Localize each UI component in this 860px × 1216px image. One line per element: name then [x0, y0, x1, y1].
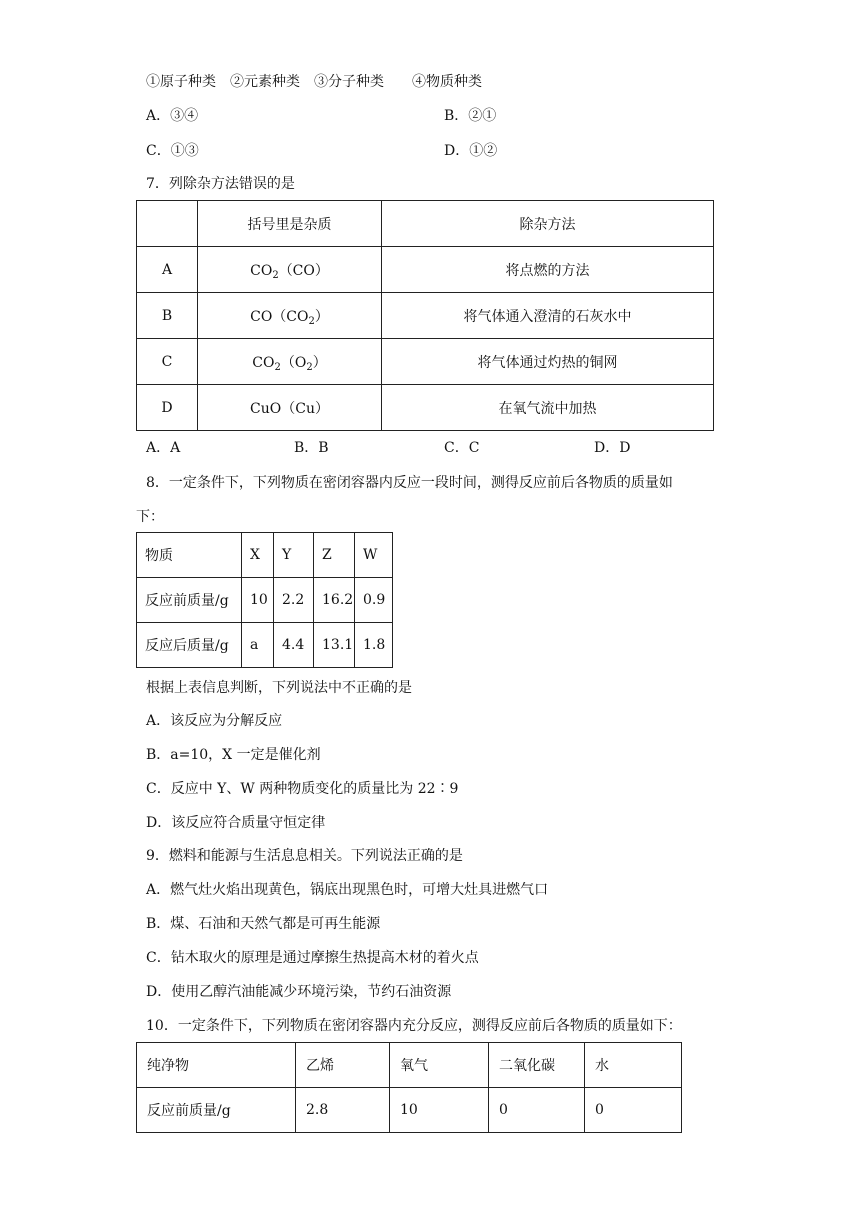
table-cell	[198, 293, 382, 339]
formula-subscript: 2	[274, 361, 281, 373]
formula-part: CO	[252, 354, 275, 371]
table-cell: X	[242, 533, 274, 578]
table-cell: 乙烯	[296, 1043, 390, 1088]
table-cell: 二氧化碳	[489, 1043, 585, 1088]
formula-part: ）	[314, 308, 329, 325]
table-cell: Y	[274, 533, 314, 578]
table-cell: 括号里是杂质	[198, 201, 382, 247]
table-cell: 纯净物	[137, 1043, 296, 1088]
formula-subscript: 2	[272, 269, 279, 281]
q10-stem: 10．一定条件下，下列物质在密闭容器内充分反应，测得反应前后各物质的质量如下：	[146, 1018, 682, 1034]
table-row	[137, 201, 714, 247]
table-row	[137, 1088, 682, 1133]
table-cell: 除杂方法	[382, 201, 714, 247]
table-cell: D	[137, 385, 198, 431]
q6-option-c: C．①③	[146, 143, 199, 159]
q9-stem: 9．燃料和能源与生活息息相关。下列说法正确的是	[146, 848, 463, 864]
table-cell: 反应前质量/g	[137, 1088, 296, 1133]
table-row	[137, 385, 714, 431]
table-cell: 氧气	[390, 1043, 489, 1088]
table-cell: 反应前质量/g	[137, 578, 242, 623]
table-row	[137, 1043, 682, 1088]
q7-table	[136, 200, 714, 431]
table-cell: 反应后质量/g	[137, 623, 242, 668]
table-cell: 4.4	[274, 623, 314, 668]
q8-stem-line1: 8．一定条件下，下列物质在密闭容器内反应一段时间，测得反应前后各物质的质量如	[146, 475, 673, 491]
table-cell: 0	[585, 1088, 682, 1133]
table-cell: 2.2	[274, 578, 314, 623]
table-cell: 将点燃的方法	[382, 247, 714, 293]
table-row	[137, 623, 393, 668]
formula-part: CO（CO	[250, 308, 309, 325]
q6-option-a: A．③④	[146, 108, 199, 124]
q8-option-d: D．该反应符合质量守恒定律	[146, 815, 326, 831]
formula-part: ）	[312, 354, 327, 371]
table-row	[137, 247, 714, 293]
q7-option-b: B．B	[294, 440, 329, 456]
table-cell: W	[355, 533, 393, 578]
table-cell: CuO（Cu）	[198, 385, 382, 431]
q10-table	[136, 1042, 682, 1133]
q7-option-d: D．D	[594, 440, 631, 456]
formula-part: （CO）	[278, 262, 329, 279]
q8-stem-line2: 下：	[136, 509, 164, 525]
table-cell: 0.9	[355, 578, 393, 623]
formula-subscript: 2	[306, 361, 313, 373]
table-cell: 10	[242, 578, 274, 623]
q6-option-b: B．②①	[444, 108, 497, 124]
q7-option-c: C．C	[444, 440, 480, 456]
q6-items: ①原子种类 ②元素种类 ③分子种类 ④物质种类	[146, 74, 482, 90]
table-cell: 13.1	[314, 623, 355, 668]
formula-part: （O	[280, 354, 307, 371]
table-row	[137, 339, 714, 385]
q7-stem: 7．列除杂方法错误的是	[146, 176, 295, 192]
table-cell: 物质	[137, 533, 242, 578]
table-cell: Z	[314, 533, 355, 578]
table-cell	[198, 247, 382, 293]
table-cell: B	[137, 293, 198, 339]
formula-subscript: 2	[308, 315, 315, 327]
table-cell: 10	[390, 1088, 489, 1133]
table-row	[137, 578, 393, 623]
q9-option-a: A．燃气灶火焰出现黄色，锅底出现黑色时，可增大灶具进燃气口	[146, 882, 549, 898]
q8-option-c: C．反应中 Y、W 两种物质变化的质量比为 22∶9	[146, 781, 459, 797]
q8-option-b: B．a=10，X 一定是催化剂	[146, 747, 321, 763]
table-cell: 2.8	[296, 1088, 390, 1133]
q8-prompt: 根据上表信息判断，下列说法中不正确的是	[146, 680, 412, 696]
table-cell: 在氧气流中加热	[382, 385, 714, 431]
q7-option-a: A．A	[146, 440, 181, 456]
q9-option-b: B．煤、石油和天然气都是可再生能源	[146, 916, 381, 932]
table-cell	[137, 201, 198, 247]
table-cell: A	[137, 247, 198, 293]
table-cell: C	[137, 339, 198, 385]
q8-table	[136, 532, 393, 668]
table-cell: 16.2	[314, 578, 355, 623]
q9-option-c: C．钻木取火的原理是通过摩擦生热提高木材的着火点	[146, 950, 479, 966]
table-cell: 0	[489, 1088, 585, 1133]
table-cell: 将气体通入澄清的石灰水中	[382, 293, 714, 339]
table-row	[137, 293, 714, 339]
table-cell: a	[242, 623, 274, 668]
q9-option-d: D．使用乙醇汽油能减少环境污染，节约石油资源	[146, 984, 452, 1000]
table-cell: 将气体通过灼热的铜网	[382, 339, 714, 385]
table-row	[137, 533, 393, 578]
table-cell	[198, 339, 382, 385]
formula-part: CO	[250, 262, 273, 279]
q6-option-d: D．①②	[444, 143, 498, 159]
q8-option-a: A．该反应为分解反应	[146, 713, 283, 729]
table-cell: 1.8	[355, 623, 393, 668]
table-cell: 水	[585, 1043, 682, 1088]
